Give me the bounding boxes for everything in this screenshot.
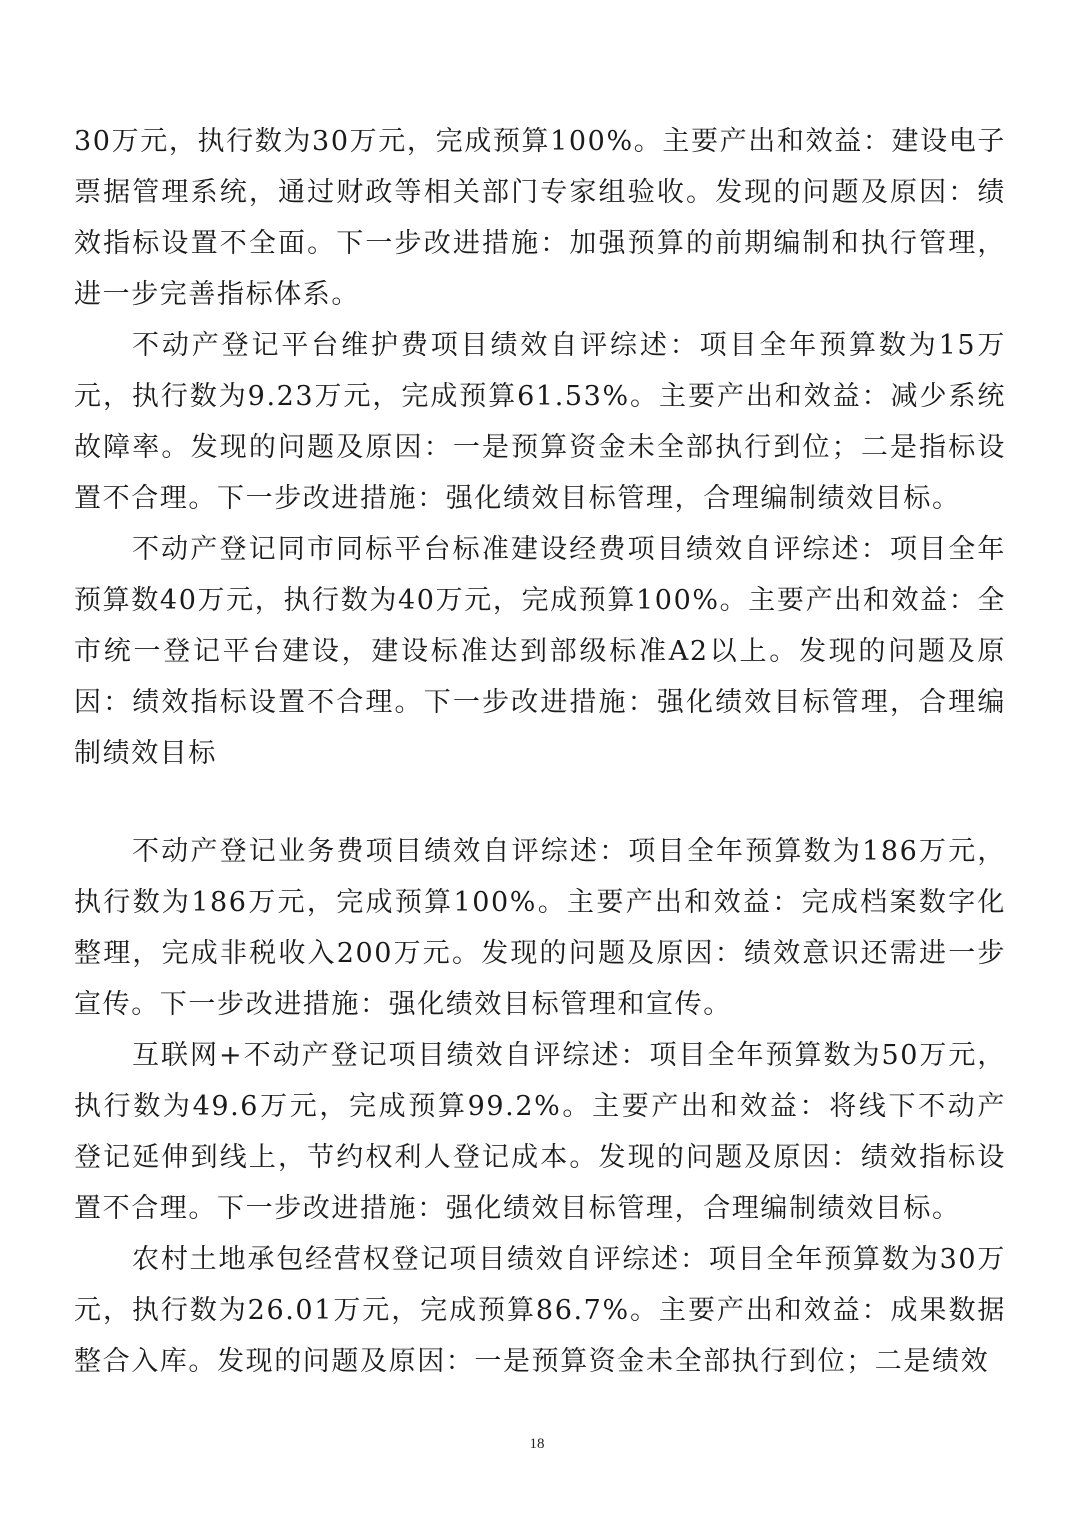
paragraph-continuation-e-invoice: 30万元，执行数为30万元，完成预算100%。主要产出和效益：建设电子票据管理系统，通过财政等相关部门专家组验收。发现的问题及原因：绩效指标设置不全面。下一步改进措施：加强预算的前期编制和执行管理，进一步完善指标体系。 <box>74 126 1006 310</box>
body-text-upper <box>74 116 1006 779</box>
paragraph-registry-platform-standard: 不动产登记同市同标平台标准建设经费项目绩效自评综述：项目全年预算数40万元，执行数为40万元，完成预算100%。主要产出和效益：全市统一登记平台建设，建设标准达到部级标准A2以上。发现的问题及原因：绩效指标设置不合理。下一步改进措施：强化绩效目标管理，合理编制绩效目标 <box>74 534 1006 769</box>
paragraph-registry-business-fee: 不动产登记业务费项目绩效自评综述：项目全年预算数为186万元，执行数为186万元，完成预算100%。主要产出和效益：完成档案数字化整理，完成非税收入200万元。发现的问题及原因：绩效意识还需进一步宣传。下一步改进措施：强化绩效目标管理和宣传。 <box>74 836 1006 1020</box>
paragraph-rural-land-registry: 农村土地承包经营权登记项目绩效自评综述：项目全年预算数为30万元，执行数为26.01万元，完成预算86.7%。主要产出和效益：成果数据整合入库。发现的问题及原因：一是预算资金未全部执行到位；二是绩效 <box>74 1244 1006 1377</box>
paragraph-internet-registry: 互联网+不动产登记项目绩效自评综述：项目全年预算数为50万元，执行数为49.6万元，完成预算99.2%。主要产出和效益：将线下不动产登记延伸到线上，节约权利人登记成本。发现的问题及原因：绩效指标设置不合理。下一步改进措施：强化绩效目标管理，合理编制绩效目标。 <box>74 1040 1006 1224</box>
paragraph-registry-platform-maintenance: 不动产登记平台维护费项目绩效自评综述：项目全年预算数为15万元，执行数为9.23万元，完成预算61.53%。主要产出和效益：减少系统故障率。发现的问题及原因：一是预算资金未全部执行到位；二是指标设置不合理。下一步改进措施：强化绩效目标管理，合理编制绩效目标。 <box>74 330 1006 514</box>
body-text-lower <box>74 826 1006 1387</box>
page-number: 18 <box>529 1436 545 1452</box>
